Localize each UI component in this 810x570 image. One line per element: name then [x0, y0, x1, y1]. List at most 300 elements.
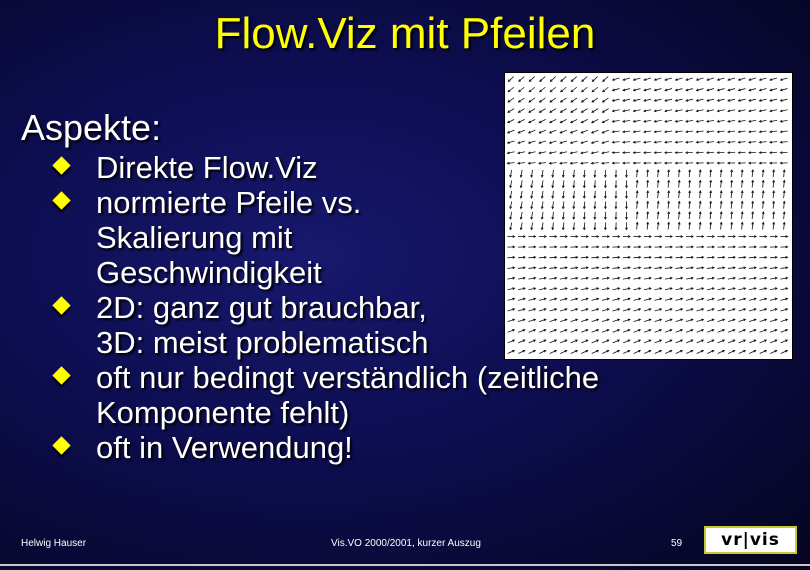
flow-arrow — [676, 309, 683, 311]
flow-arrow — [749, 267, 756, 269]
flow-arrow — [633, 277, 640, 279]
flow-arrow — [623, 267, 630, 269]
flow-arrow — [675, 110, 682, 112]
flow-arrow — [528, 152, 535, 154]
flow-arrow — [581, 109, 587, 113]
flow-arrow — [749, 288, 756, 290]
flow-arrow — [613, 309, 620, 311]
flow-arrow — [540, 77, 545, 82]
flow-arrow — [728, 99, 735, 101]
flow-arrow — [644, 235, 651, 237]
flow-arrow — [520, 170, 522, 177]
flow-arrow — [717, 120, 724, 122]
flow-arrow — [549, 256, 556, 258]
flow-arrow — [507, 152, 514, 154]
flow-arrow — [644, 162, 651, 164]
flow-arrow — [665, 120, 672, 122]
flow-arrow — [602, 319, 609, 322]
flow-arrow — [570, 277, 577, 279]
flow-arrow — [581, 329, 588, 332]
flow-arrow — [686, 131, 693, 133]
flow-arrow — [665, 256, 672, 258]
flow-arrow — [780, 99, 787, 101]
footer-author: Helwig Hauser — [21, 538, 87, 549]
flow-arrow — [718, 350, 725, 353]
flow-arrow — [762, 170, 764, 177]
flow-arrow — [710, 212, 712, 219]
flow-arrow — [654, 152, 661, 154]
flow-arrow — [644, 277, 651, 279]
flow-arrow — [520, 191, 522, 198]
flow-arrow — [665, 319, 672, 322]
flow-arrow — [728, 152, 735, 154]
flow-arrow — [696, 99, 703, 101]
flow-arrow — [739, 319, 746, 322]
flow-arrow — [592, 340, 599, 343]
flow-arrow — [561, 87, 567, 92]
flow-arrow — [592, 119, 598, 122]
flow-arrow — [686, 162, 693, 164]
flow-arrow — [573, 222, 575, 229]
flow-arrow — [602, 277, 609, 279]
flow-arrow — [510, 222, 512, 229]
flow-arrow — [686, 329, 693, 332]
flow-arrow — [689, 180, 691, 187]
flow-arrow — [520, 212, 522, 219]
flow-arrow — [668, 212, 670, 219]
flow-arrow — [519, 77, 524, 82]
flow-arrow — [707, 246, 714, 248]
flow-arrow — [531, 222, 533, 229]
flow-arrow — [707, 152, 714, 154]
flow-arrow — [665, 141, 672, 143]
flow-arrow — [654, 246, 661, 248]
flow-arrow — [728, 235, 735, 237]
flow-arrow — [591, 277, 598, 279]
flow-arrow — [623, 246, 630, 248]
flow-arrow — [625, 170, 627, 177]
flow-arrow — [720, 180, 722, 187]
flow-arrow — [707, 319, 714, 322]
flow-arrow — [560, 319, 567, 322]
flow-arrow — [760, 298, 767, 300]
flow-arrow — [720, 201, 722, 208]
flow-arrow — [696, 235, 703, 237]
flow-arrow — [529, 329, 536, 332]
flow-arrow — [573, 170, 575, 177]
flow-arrow — [581, 235, 588, 237]
flow-arrow — [741, 180, 743, 187]
flow-arrow — [612, 277, 619, 279]
flow-arrow — [560, 288, 567, 290]
flow-arrow — [603, 77, 608, 82]
flow-arrow — [591, 162, 598, 164]
flow-arrow — [770, 89, 777, 91]
flow-arrow — [529, 309, 536, 311]
flow-arrow — [759, 141, 766, 143]
flow-arrow — [644, 246, 651, 248]
flow-arrow — [689, 212, 691, 219]
flow-arrow — [539, 340, 546, 343]
flow-arrow — [613, 319, 620, 322]
flow-arrow — [675, 131, 682, 133]
flow-arrow — [604, 222, 606, 229]
flow-arrow — [749, 162, 756, 164]
flow-arrow — [686, 235, 693, 237]
bullet-text: Direkte Flow.Viz — [96, 150, 318, 185]
flow-arrow — [613, 340, 620, 343]
flow-arrow — [770, 162, 777, 164]
flow-arrow — [717, 235, 724, 237]
flow-arrow — [741, 222, 743, 229]
flow-arrow — [739, 78, 746, 81]
flow-arrow — [634, 78, 641, 81]
bullet-item — [53, 430, 736, 465]
flow-arrow — [654, 256, 661, 258]
flow-arrow — [508, 309, 515, 311]
flow-arrow — [720, 212, 722, 219]
flow-arrow — [612, 99, 619, 101]
flow-arrow — [623, 152, 630, 154]
flow-arrow — [686, 298, 693, 300]
flow-arrow — [562, 180, 564, 187]
flow-arrow — [728, 162, 735, 164]
flow-arrow — [518, 141, 525, 144]
flow-arrow — [571, 141, 578, 144]
flow-arrow — [623, 309, 630, 311]
flow-arrow — [636, 191, 638, 198]
flow-arrow — [602, 152, 609, 154]
flow-arrow — [717, 152, 724, 154]
flow-arrow — [591, 288, 598, 290]
flow-arrow — [696, 141, 703, 143]
flow-arrow — [508, 319, 515, 322]
flow-arrow — [529, 119, 535, 122]
flow-arrow — [507, 246, 514, 248]
flow-arrow — [510, 180, 512, 187]
flow-arrow — [613, 329, 620, 332]
flow-arrow — [644, 340, 651, 343]
flow-arrow — [781, 309, 788, 311]
flow-arrow — [728, 246, 735, 248]
flow-arrow — [665, 152, 672, 154]
flow-arrow — [550, 309, 557, 311]
flow-arrow — [780, 256, 787, 258]
flow-arrow — [718, 298, 725, 300]
flow-arrow — [675, 120, 682, 122]
flow-arrow — [612, 267, 619, 269]
bullet-text: oft in Verwendung! — [96, 430, 353, 465]
flow-arrow — [759, 277, 766, 279]
flow-arrow — [676, 78, 683, 81]
flow-arrow — [710, 180, 712, 187]
flow-arrow — [604, 180, 606, 187]
flow-arrow — [686, 256, 693, 258]
flow-arrow — [780, 288, 787, 290]
flow-arrow — [550, 340, 557, 343]
bullet-text: oft nur bedingt verständlich (zeitliche Komponente fehlt) — [96, 360, 600, 430]
flow-arrow — [508, 298, 515, 300]
flow-arrow — [707, 110, 714, 112]
flow-arrow — [759, 110, 766, 112]
flow-arrow — [752, 170, 754, 177]
flow-arrow — [752, 191, 754, 198]
flow-arrow — [562, 201, 564, 208]
flow-arrow — [728, 256, 735, 258]
flow-arrow — [770, 246, 777, 248]
flow-arrow — [549, 162, 556, 164]
flow-arrow — [718, 329, 725, 332]
flow-arrow — [573, 201, 575, 208]
flow-arrow — [739, 89, 746, 91]
flow-arrow — [529, 350, 536, 353]
diamond-bullet-icon — [52, 191, 70, 209]
flow-arrow — [644, 309, 651, 311]
flow-arrow — [738, 162, 745, 164]
flow-arrow — [531, 180, 533, 187]
flow-arrow — [636, 170, 638, 177]
flow-arrow — [623, 131, 630, 133]
flow-arrow — [668, 191, 670, 198]
flow-arrow — [623, 350, 630, 353]
flow-arrow — [531, 212, 533, 219]
flow-arrow — [550, 350, 557, 353]
flow-arrow — [718, 78, 725, 81]
flow-arrow — [623, 256, 630, 258]
flow-arrow — [602, 162, 609, 164]
flow-arrow — [696, 267, 703, 269]
flow-arrow — [570, 246, 577, 248]
flow-arrow — [510, 170, 512, 177]
slide-title: Flow.Viz mit Pfeilen — [214, 9, 596, 58]
flow-arrow — [634, 309, 641, 311]
flow-arrow — [760, 78, 767, 81]
flow-arrow — [741, 212, 743, 219]
flow-arrow — [675, 141, 682, 143]
flow-arrow — [615, 222, 617, 229]
flow-arrow — [581, 350, 588, 353]
flow-arrow — [675, 99, 682, 101]
flow-arrow — [623, 99, 630, 101]
flow-arrow — [518, 130, 525, 133]
flow-arrow — [633, 120, 640, 122]
flow-arrow — [686, 277, 693, 279]
flow-arrow — [644, 152, 651, 154]
flow-arrow — [581, 277, 588, 279]
flow-arrow — [739, 298, 746, 300]
flow-arrow — [749, 350, 756, 353]
flow-arrow — [773, 180, 775, 187]
flow-arrow — [518, 350, 525, 353]
flow-arrow — [644, 131, 651, 133]
flow-arrow — [644, 120, 651, 122]
flow-arrow — [633, 110, 640, 112]
flow-arrow — [571, 298, 578, 300]
flow-arrow — [560, 235, 567, 237]
flow-arrow — [612, 152, 619, 154]
flow-arrow — [699, 212, 701, 219]
flow-arrow — [718, 319, 725, 322]
diamond-bullet-icon — [52, 296, 70, 314]
flow-arrow — [655, 319, 662, 322]
flow-arrow — [665, 267, 672, 269]
flow-arrow — [760, 350, 767, 353]
flow-arrow — [507, 256, 514, 258]
flow-arrow — [770, 235, 777, 237]
flow-arrow — [728, 309, 735, 311]
flow-arrow — [541, 191, 543, 198]
flow-arrow — [550, 98, 556, 102]
flow-arrow — [583, 212, 585, 219]
flow-arrow — [707, 350, 714, 353]
flow-arrow — [720, 222, 722, 229]
flow-arrow — [508, 350, 515, 353]
flow-arrow — [728, 78, 735, 81]
flow-arrow — [717, 267, 724, 269]
flow-arrow — [602, 256, 609, 258]
flow-arrow — [539, 298, 546, 300]
flow-arrow — [760, 319, 767, 322]
flow-arrow — [581, 141, 588, 144]
flow-arrow — [581, 288, 588, 290]
bullet-text: 2D: ganz gut brauchbar, 3D: meist problematisch — [96, 290, 429, 360]
flow-arrow — [634, 350, 641, 353]
flow-arrow — [612, 256, 619, 258]
flow-arrow — [675, 256, 682, 258]
flow-arrow — [717, 256, 724, 258]
flow-arrow — [604, 191, 606, 198]
flow-arrow — [507, 277, 514, 279]
flow-arrow — [762, 222, 764, 229]
flow-arrow — [592, 329, 599, 332]
flow-arrow — [770, 288, 777, 290]
flow-arrow — [749, 298, 756, 300]
flow-arrow — [604, 212, 606, 219]
flow-arrow — [752, 212, 754, 219]
flow-arrow — [518, 288, 525, 290]
flow-arrow — [676, 89, 683, 91]
flow-arrow — [560, 152, 567, 154]
flow-arrow — [602, 267, 609, 269]
flow-arrow — [728, 131, 735, 133]
flow-arrow — [738, 141, 745, 143]
flow-arrow — [665, 350, 672, 353]
flow-arrow — [633, 152, 640, 154]
flow-arrow — [562, 222, 564, 229]
flow-arrow — [780, 246, 787, 248]
flow-arrow — [699, 170, 701, 177]
flow-arrow — [633, 256, 640, 258]
flow-arrow — [760, 329, 767, 332]
flow-arrow — [507, 288, 514, 290]
flow-arrow — [571, 309, 578, 311]
flow-arrow — [676, 329, 683, 332]
flow-arrow — [625, 201, 627, 208]
flow-arrow — [654, 110, 661, 112]
flow-arrow — [529, 109, 535, 113]
flow-arrow — [697, 329, 704, 332]
page-number: 59 — [671, 538, 683, 549]
flow-arrow — [583, 201, 585, 208]
flow-arrow — [665, 131, 672, 133]
flow-arrow — [634, 298, 641, 300]
flow-arrow — [707, 89, 714, 91]
flow-arrow — [707, 162, 714, 164]
flow-arrow — [550, 109, 556, 113]
flow-arrow — [508, 119, 514, 122]
flow-arrow — [731, 180, 733, 187]
flow-arrow — [738, 267, 745, 269]
flow-arrow — [633, 235, 640, 237]
flow-arrow — [770, 78, 777, 81]
flow-arrow — [770, 319, 777, 322]
flow-arrow — [738, 110, 745, 112]
flow-arrow — [549, 288, 556, 290]
flow-arrow — [644, 89, 651, 91]
flow-arrow — [699, 180, 701, 187]
flow-arrow — [759, 288, 766, 290]
flow-arrow — [541, 201, 543, 208]
flow-arrow — [592, 130, 599, 133]
flow-arrow — [510, 212, 512, 219]
flow-arrow — [644, 288, 651, 290]
flow-arrow — [560, 119, 566, 122]
bullet-text: normierte Pfeile vs. Skalierung mit Geschwindigkeit — [96, 185, 362, 290]
flow-arrow — [678, 180, 680, 187]
flow-arrow — [696, 110, 703, 112]
flow-arrow — [529, 130, 536, 133]
flow-arrow — [707, 309, 714, 311]
flow-arrow — [594, 170, 596, 177]
flow-arrow — [710, 201, 712, 208]
flow-arrow — [570, 288, 577, 290]
flow-arrow — [655, 309, 662, 311]
flow-arrow — [676, 340, 683, 343]
flow-arrow — [518, 109, 524, 113]
flow-arrow — [773, 170, 775, 177]
flow-arrow — [539, 256, 546, 258]
flow-arrow — [531, 170, 533, 177]
flow-arrow — [623, 235, 630, 237]
flow-arrow — [602, 298, 609, 300]
flow-arrow — [636, 201, 638, 208]
flow-arrow — [602, 329, 609, 332]
flow-arrow — [697, 78, 704, 81]
flow-arrow — [573, 191, 575, 198]
flow-arrow — [552, 170, 554, 177]
flow-arrow — [749, 141, 756, 143]
flow-arrow — [623, 288, 630, 290]
flow-arrow — [623, 89, 630, 91]
flow-arrow — [612, 110, 619, 112]
flow-arrow — [780, 152, 787, 154]
flow-arrow — [770, 256, 777, 258]
flow-arrow — [615, 201, 617, 208]
flow-arrow — [728, 120, 735, 122]
flow-arrow — [717, 246, 724, 248]
flow-arrow — [549, 246, 556, 248]
flow-arrow — [562, 191, 564, 198]
flow-arrow — [592, 141, 599, 144]
flow-arrow — [749, 78, 756, 81]
flow-arrow — [528, 267, 535, 269]
flow-arrow — [550, 329, 557, 332]
flow-arrow — [760, 340, 767, 343]
flow-arrow — [571, 329, 578, 332]
flow-arrow — [636, 212, 638, 219]
flow-arrow — [552, 212, 554, 219]
flow-arrow — [707, 277, 714, 279]
